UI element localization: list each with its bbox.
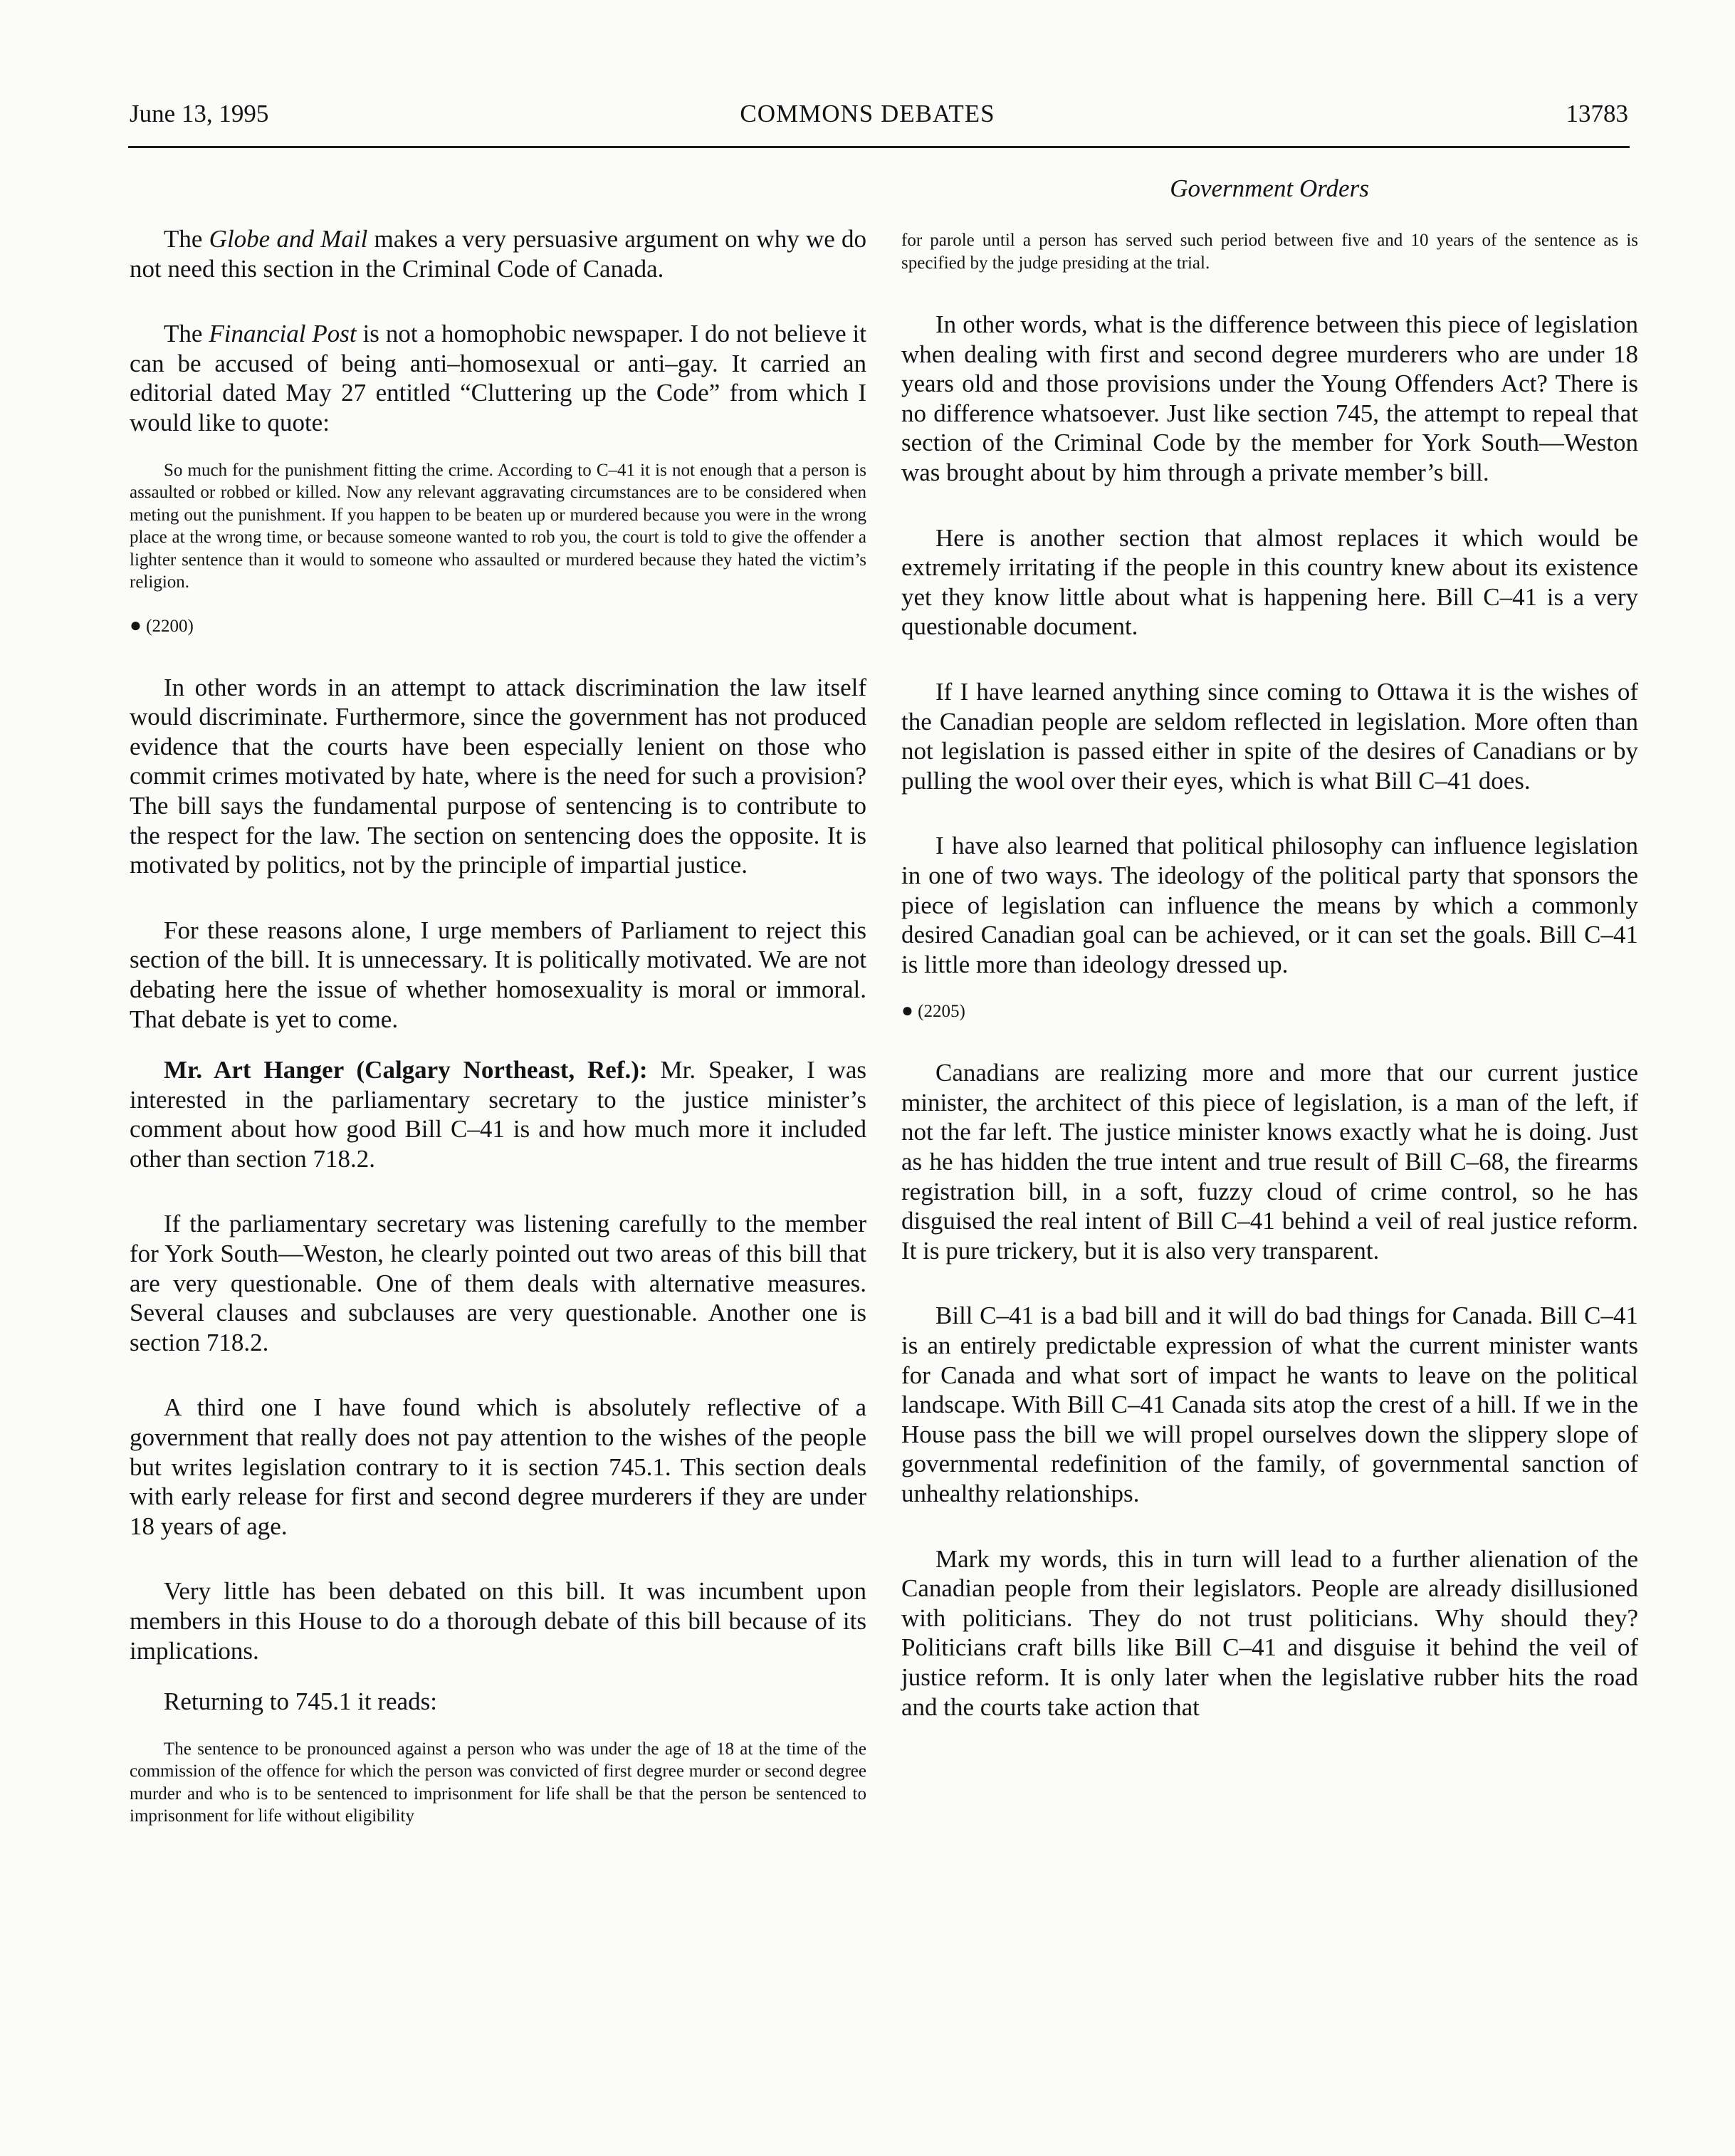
publication-title: COMMONS DEBATES [740,100,995,127]
paragraph: If I have learned anything since coming to Ottawa it is the wishes of the Canadian people are seldom reflected in legislation. More often than not legislation is passed either in spite of the desires of Canadians or by pulling the wool over their eyes, which is what Bill C–41 does. [901,677,1638,795]
time-marker: ● (2200) [130,614,194,637]
paragraph: If the parliamentary secretary was listening carefully to the member for York South—Weston, he clearly pointed out two areas of this bill that are very questionable. One of them deals with alternative measures. Several clauses and subclauses are very questionable. Another one is section 718.2. [130,1210,866,1356]
bullet-icon: ● [901,1000,913,1022]
paragraph: Canadians are realizing more and more that our current justice minister, the architect of this piece of legislation, is a man of the left, if not the far left. The justice minister knows exactly what he is doing. Just as he has hidden the true intent and true result of Bill C–68, the firearms registration bill, in a soft, fuzzy cloud of crime control, so he has disguised the real intent of Bill C–41 behind a veil of real justice reform. It is pure trickery, but it is also very transparent. [901,1059,1638,1265]
speaker-paragraph: Mr. Art Hanger (Calgary Northeast, Ref.): Mr. Speaker, I was interested in the parliamentary secretary to the justice minister’s comment about how good Bill C–41 is and how much more it included other than section 718.2. [130,1056,866,1173]
right-column [901,214,1638,1722]
paragraph: Very little has been debated on this bill. It was incumbent upon members in this House to do a thorough debate of this bill because of its implications. [130,1577,866,1665]
paragraph: In other words, what is the difference between this piece of legislation when dealing with first and second degree murderers who are under 18 years old and those provisions under the Young Offenders Act? There is no difference whatsoever. Just like section 745, the attempt to repeal that section of the Criminal Code by the member for York South—Weston was brought about by him through a private member’s bill. [901,310,1638,486]
paragraph: For these reasons alone, I urge members of Parliament to reject this section of the bill. It is unnecessary. It is politically motivated. We are not debating here the issue of whether homosexuality is moral or immoral. That debate is yet to come. [130,916,866,1033]
block-quote: So much for the punishment fitting the crime. According to C–41 it is not enough that a person is assaulted or robbed or killed. Now any relevant aggravating circumstances are to be considered when meting out the punishment. If you happen to be beaten up or murdered because you were in the wrong place at the wrong time, or because someone wanted to rob you, the court is told to give the offender a lighter sentence than it would to someone who assaulted or murdered because they hated the victim’s religion. [130,460,866,592]
speaker-name: Mr. Art Hanger (Calgary Northeast, Ref.): [164,1056,648,1084]
bullet-icon: ● [130,614,142,637]
block-quote: The sentence to be pronounced against a person who was under the age of 18 at the time of the commission of the offence for which the person was convicted of first degree murder or second degree murder and who is to be sentenced to imprisonment for life shall be that the person be sentenced to imprisonment for life without eligibility [130,1739,866,1826]
block-quote-continued: for parole until a person has served such period between five and 10 years of the sentence as is specified by the judge presiding at the trial. [901,231,1638,273]
paragraph: In other words in an attempt to attack discrimination the law itself would discriminate. Furthermore, since the government has not produced evidence that the courts have been especially lenient on those who commit crimes motivated by hate, where is the need for such a provision? The bill says the fundamental purpose of sentencing is to contribute to the respect for the law. The section on sentencing does the opposite. It is motivated by politics, not by the principle of impartial justice. [130,673,866,879]
paragraph: Here is another section that almost replaces it which would be extremely irritating if the people in this country knew about its existence yet they know little about what is happening here. Bill C–41 is a very questionable document. [901,523,1638,641]
time-marker: ● (2205) [901,1000,965,1022]
left-column [130,214,866,1828]
page-date: June 13, 1995 [130,100,269,127]
paragraph: Bill C–41 is a bad bill and it will do bad things for Canada. Bill C–41 is an entirely predictable expression of what the current minister wants for Canada and what sort of impact he wants to leave on the political landscape. With Bill C–41 Canada sits atop the crest of a hill. If we in the House pass the bill we will propel ourselves down the slippery slope of governmental redefinition of the family, of governmental sanction of unhealthy relationships. [901,1302,1638,1507]
paragraph: I have also learned that political philosophy can influence legislation in one of two ways. The ideology of the political party that sponsors the piece of legislation can influence the means by which a commonly desired Canadian goal can be achieved, or it can set the goals. Bill C–41 is little more than ideology dressed up. [901,832,1638,978]
page-number: 13783 [1566,100,1628,127]
paragraph: The Financial Post is not a homophobic newspaper. I do not believe it can be accused of being anti–homosexual or anti–gay. It carried an editorial dated May 27 entitled “Cluttering up the Code” from which I would like to quote: [130,320,866,436]
paragraph: Mark my words, this in turn will lead to a further alienation of the Canadian people from their legislators. People are already disillusioned with politicians. They do not trust politicians. Why should they? Politicians craft bills like Bill C–41 and disguise it behind the veil of justice reform. It is only later when the legislative rubber hits the road and the courts take action that [901,1544,1638,1721]
section-heading: Government Orders [1170,174,1369,202]
paragraph: The Globe and Mail makes a very persuasive argument on why we do not need this section in the Criminal Code of Canada. [130,225,867,283]
paragraph: Returning to 745.1 it reads: [164,1687,437,1716]
paragraph: A third one I have found which is absolutely reflective of a government that really does not pay attention to the wishes of the people but writes legislation contrary to it is section 745.1. This section deals with early release for first and second degree murderers if they are under 18 years of age. [130,1393,866,1540]
header-rule [128,146,1630,148]
